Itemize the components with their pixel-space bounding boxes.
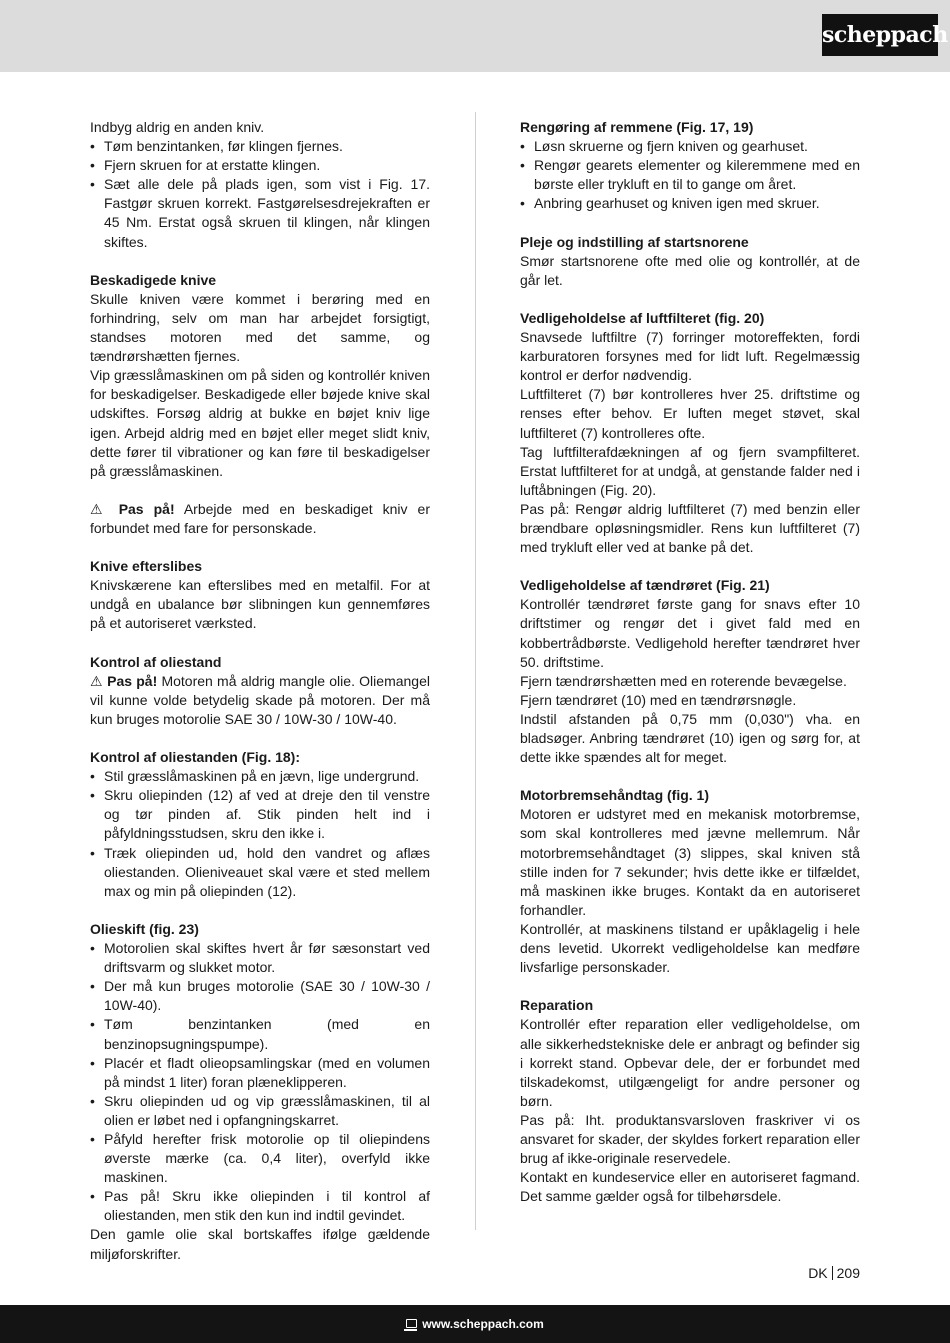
list-item: • Stil græsslåmaskinen på en jævn, lige undergrund.: [90, 767, 430, 786]
list-item: • Løsn skruerne og fjern kniven og gearhuset.: [520, 137, 860, 156]
list-item: • Skru oliepinden ud og vip græsslåmaskinen, til al olien er løbet ned i opfangningskarret.: [90, 1092, 430, 1130]
paragraph: Kontrollér, at maskinens tilstand er upåklagelig i hele dens levetid. Ukorrekt vedligeholdelse kan medføre livsfarlige personskader.: [520, 920, 860, 976]
list-item: • Motorolien skal skiftes hvert år før sæsonstart ved driftsvarm og slukket motor.: [90, 939, 430, 977]
intro-text: Indbyg aldrig en anden kniv.: [90, 119, 265, 135]
warning-label: Pas på!: [107, 672, 158, 689]
warning-label: Pas på!: [118, 500, 175, 517]
page-header: [0, 0, 950, 72]
column-divider: [475, 112, 476, 1230]
list-item: • Anbring gearhuset og kniven igen med skruer.: [520, 194, 860, 213]
belts-list: [520, 137, 860, 213]
monitor-icon: [406, 1319, 417, 1328]
paragraph: Kontrollér efter reparation eller vedligeholdelse, om alle sikkerhedstekniske dele er anbragt og befinder sig i korrekt stand. Opbevar dele, der er forbundet med tilskadekomst, utilgængeligt for andre personer og børn.: [520, 1016, 860, 1109]
section-heading: Vedligeholdelse af luftfilteret (fig. 20): [520, 309, 765, 326]
intro-list: [90, 137, 430, 252]
paragraph: Snavsede luftfiltre (7) forringer motoreffekten, fordi karburatoren forsynes med for lidt luft. Regelmæssig kontrol er derfor nødvendig.: [520, 329, 860, 384]
oil-change-list: [90, 939, 430, 1225]
list-item: • Påfyld herefter frisk motorolie op til oliepindens øverste mærke (ca. 0,4 liter), overfyld ikke maskinen.: [90, 1130, 430, 1187]
list-item: • Tøm benzintanken (med en benzinopsugningspumpe).: [90, 1015, 430, 1053]
page-number-separator: [832, 1266, 833, 1280]
section-heading: Kontrol af oliestand: [90, 653, 222, 670]
paragraph: Luftfilteret (7) bør kontrolleres hver 25. driftstime og renses efter behov. Er luften meget støvet, skal luftfilteret (7) kontrolleres ofte.: [520, 386, 860, 441]
paragraph: Knivskærene kan efterslibes med en metalfil. For at undgå en ubalance bør slibningen kun gennemføres på et autoriseret værksted.: [90, 577, 430, 632]
paragraph: Fjern tændrørshætten med en roterende bevægelse.: [520, 672, 847, 689]
paragraph: Vip græsslåmaskinen om på siden og kontrollér kniven for beskadigelser. Beskadigede eller bøjede knive skal udskiftes. Forsøg aldrig at bukke en bøjet kniv lige igen. Arbejd aldrig med en bøjet eller meget slidt kniv, dette fører til vibrationer og kan føre til beskadigelser på græsslåmaskinen.: [90, 367, 430, 479]
brand-logo: scheppach: [822, 14, 938, 56]
list-item: • Sæt alle dele på plads igen, som vist i Fig. 17. Fastgør skruen korrekt. Fastgørelsesdrejekraften er 45 Nm. Erstat også skruen til klingen, når klingen skiftes.: [90, 175, 430, 251]
section-heading: Reparation: [520, 997, 594, 1014]
paragraph: Indstil afstanden på 0,75 mm (0,030") vha. en bladsøger. Anbring tændrøret (10) igen og sørg for, at dette ikke spændes alt for meget.: [520, 710, 860, 766]
paragraph: Kontrollér tændrøret første gang for snavs efter 10 driftstimer og rengør det i givet fald med en kobbertrådbørste. Vedligehold herefter tændrøret hver 50. driftstime.: [520, 596, 860, 670]
section-heading: Knive efterslibes: [90, 558, 203, 575]
paragraph: Fjern tændrøret (10) med en tændrørsnøgle.: [520, 691, 797, 708]
warning-icon: ⚠: [90, 500, 109, 517]
warning-icon: ⚠: [90, 672, 103, 689]
paragraph: Tag luftfilterafdækningen af og fjern svampfilteret. Erstat luftfilteret for at undgå, at genstande falder ned i luftåbningen (Fig. 20).: [520, 443, 860, 498]
list-item: • Rengør gearets elementer og kileremmene med en børste eller trykluft en til to gange om året.: [520, 156, 860, 194]
paragraph: Den gamle olie skal bortskaffes ifølge gældende miljøforskrifter.: [90, 1226, 430, 1262]
list-item: • Tøm benzintanken, før klingen fjernes.: [90, 137, 430, 156]
right-column: [520, 118, 860, 1206]
list-item: • Placér et fladt olieopsamlingskar (med en volumen på mindst 1 liter) foran plæneklipperen.: [90, 1054, 430, 1092]
list-item: • Skru oliepinden (12) af ved at dreje den til venstre og tør pinden af. Stik pinden helt ind i påfyldningsstudsen, skru den ikke i.: [90, 786, 430, 843]
section-heading: Olieskift (fig. 23): [90, 920, 199, 937]
section-heading: Pleje og indstilling af startsnorene: [520, 233, 749, 250]
warning-text: Arbejde med en beskadiget kniv er forbundet med fare for personskade.: [90, 500, 430, 536]
page-number-value: 209: [836, 1265, 860, 1281]
paragraph: Skulle kniven være kommet i berøring med en forhindring, selv om man har arbejdet forsigtigt, standses motoren med det samme, og tændrørshætten fjernes.: [90, 290, 430, 365]
paragraph: Pas på: Rengør aldrig luftfilteret (7) med benzin eller brændbare opløsningsmidler. Rens kun luftfilteret (7) med trykluft eller ved at banke på det.: [520, 500, 860, 556]
list-item: • Der må kun bruges motorolie (SAE 30 / 10W-30 / 10W-40).: [90, 977, 430, 1015]
warning-note: [90, 672, 430, 729]
list-item: • Træk oliepinden ud, hold den vandret og aflæs oliestanden. Olieniveauet skal være et sted mellem max og min på oliepinden (12).: [90, 844, 430, 901]
paragraph: Motoren er udstyret med en mekanisk motorbremse, som skal kontrolleres med jævne mellemrum. Når motorbremsehåndtaget (3) slippes, skal kniven stå stille inden for 7 sekunder; hvis dette ikke er tilfældet, må maskinen ikke bruges. Kontakt da en autoriseret forhandler.: [520, 806, 860, 918]
list-item: • Fjern skruen for at erstatte klingen.: [90, 156, 430, 175]
paragraph: Kontakt en kundeservice eller en autoriseret fagmand. Det samme gælder også for tilbehørsdele.: [520, 1169, 860, 1205]
left-column: [90, 118, 430, 1264]
section-heading: Beskadigede knive: [90, 271, 217, 288]
paragraph: Smør startsnorene ofte med olie og kontrollér, at de går let.: [520, 252, 860, 288]
website-link[interactable]: www.scheppach.com: [422, 1317, 544, 1331]
section-heading: Vedligeholdelse af tændrøret (Fig. 21): [520, 577, 770, 594]
warning-text: Motoren må aldrig mangle olie. Oliemangel vil kunne volde betydelig skade på motoren. Der må kun bruges motorolie SAE 30 / 10W-30 / 10W-40.: [90, 672, 430, 727]
section-heading: Kontrol af oliestanden (Fig. 18):: [90, 749, 301, 766]
warning-note: [90, 500, 430, 538]
section-heading: Motorbremsehåndtag (fig. 1): [520, 787, 710, 804]
page-number: [808, 1265, 860, 1281]
oil-check-list: [90, 767, 430, 901]
page-footer: [0, 1305, 950, 1343]
list-item: • Pas på! Skru ikke oliepinden i til kontrol af oliestanden, men stik den kun ind indtil gevindet.: [90, 1187, 430, 1225]
paragraph: Pas på: Iht. produktansvarsloven fraskriver vi os ansvaret for skader, der skyldes forkert reparation eller brug af ikke-originale reservedele.: [520, 1111, 860, 1167]
page-language: DK: [808, 1265, 828, 1281]
section-heading: Rengøring af remmene (Fig. 17, 19): [520, 119, 754, 135]
